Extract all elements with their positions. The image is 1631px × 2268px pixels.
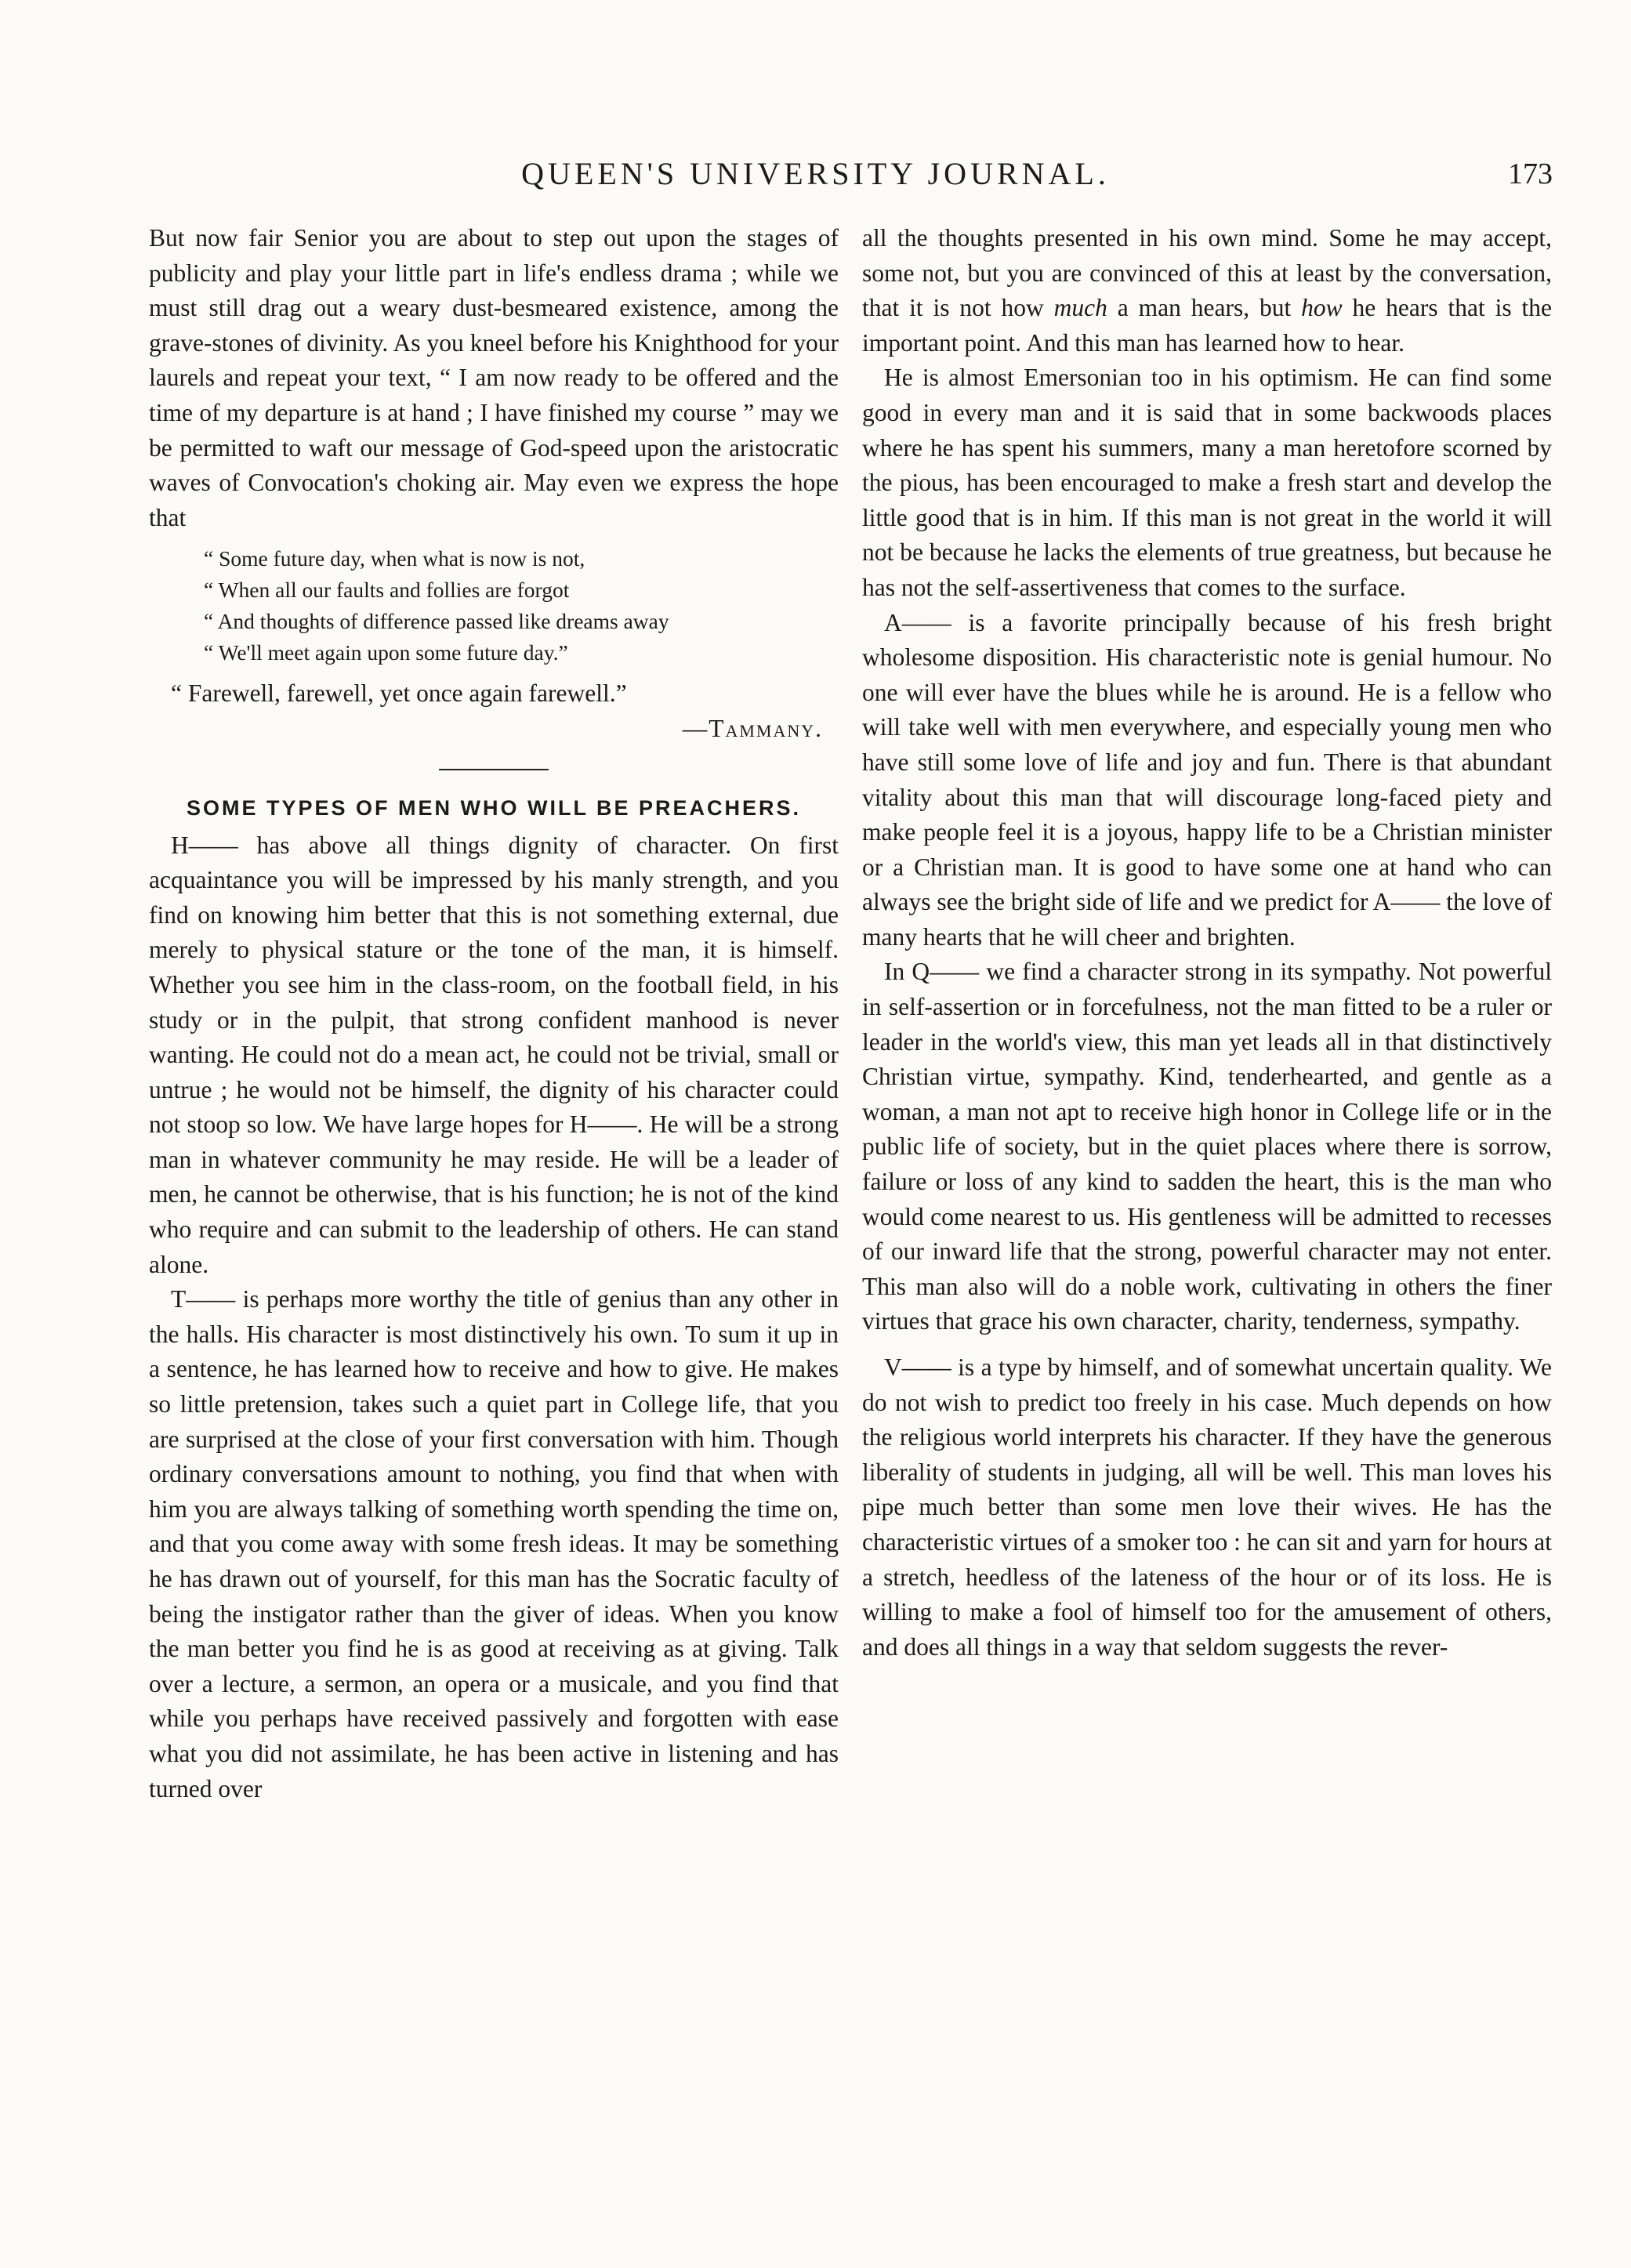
- verse-line: “ When all our faults and follies are forgot: [204, 578, 570, 603]
- right-column: [862, 221, 1552, 1665]
- page-number: 173: [1508, 158, 1553, 190]
- verse-line: “ And thoughts of difference passed like dreams away: [204, 609, 669, 634]
- paragraph-emersonian: He is almost Emersonian too in his optimism. He can find some good in every man and it is said that in some backwoods places where he has spent his summers, many a man heretofore scorned by the pious, has been encouraged to make a fresh start and develop the little good that is in him. If this man is not great in the world it will not be because he lacks the elements of true greatness, but because he has not the self-assertiveness that comes to the surface.: [862, 364, 1552, 601]
- left-column: [149, 221, 839, 1806]
- paragraph-v: V—— is a type by himself, and of somewhat uncertain quality. We do not wish to predict too freely in his case. Much depends on how the religious world interprets his character. If they have the generous liberality of students in judging, all will be well. This man loves his pipe much better than some men love their wives. He has the characteristic virtues of a smoker too : he can sit and yarn for hours at a stretch, heedless of the lateness of the hour or of its loss. He is willing to make a fool of himself too for the amusement of others, and does all things in a way that seldom suggests the rever-: [862, 1353, 1552, 1661]
- paragraph-q: In Q—— we find a character strong in its sympathy. Not powerful in self-assertion or in forcefulness, not the man fitted to be a ruler or leader in the world's view, this man yet leads all in that distinctively Christian virtue, sympathy. Kind, tenderhearted, and gentle as a woman, a man not apt to receive high honor in College life or in the public life of society, but in the quiet places where there is sorrow, failure or loss of any kind to sadden the heart, this is the man who would come nearest to us. His gentleness will be admitted to recesses of our inward life that the strong, powerful character may not enter. This man also will do a noble work, cultivating in others the finer virtues that grace his own character, charity, tenderness, sympathy.: [862, 958, 1552, 1335]
- paragraph-a: A—— is a favorite principally because of his fresh bright wholesome disposition. His characteristic note is genial humour. No one will ever have the blues while he is around. He is a fellow who will take well with men everywhere, and especially young men who have still some love of life and joy and fun. There is that abundant vitality about this man that will discourage long-faced piety and make people feel it is a joyous, happy life to be a Christian minister or a Christian man. It is good to have some one at hand who can always see the bright side of life and we predict for A—— the love of many hearts that he will cheer and brighten.: [862, 608, 1552, 951]
- farewell-line: “ Farewell, farewell, yet once again farewell.”: [171, 679, 627, 708]
- text-span: all the thoughts presented in his own mind. Some he may accept, some not, but you are convinced of this at least by the conversation, that it is not how: [862, 224, 1552, 322]
- paragraph-continuation: [862, 221, 1552, 360]
- emphasis-much: much: [1053, 294, 1107, 322]
- text-span: a man hears, but: [1107, 294, 1302, 322]
- verse-line: “ Some future day, when what is now is not,: [204, 546, 585, 571]
- section-divider: [439, 769, 549, 770]
- page-header: [0, 147, 1631, 194]
- journal-title: QUEEN'S UNIVERSITY JOURNAL.: [521, 156, 1110, 191]
- article-heading: SOME TYPES OF MEN WHO WILL BE PREACHERS.: [186, 795, 802, 820]
- emphasis-how: how: [1301, 294, 1343, 322]
- verse-line: “ We'll meet again upon some future day.”: [204, 640, 568, 665]
- paragraph-t: T—— is perhaps more worthy the title of genius than any other in the halls. His character is most distinctively his own. To sum it up in a sentence, he has learned how to receive and how to give. He makes so little pretension, takes such a quiet part in College life, that you are surprised at the close of your first conversation with him. Though ordinary conversations amount to nothing, you find that when with him you are always talking of something worth spending the time on, and that you come away with some fresh ideas. It may be something he has drawn out of yourself, for this man has the Socratic faculty of being the instigator rather than the giver of ideas. When you know the man better you find he is as good at receiving as at giving. Talk over a lecture, a sermon, an opera or a musicale, and you find that while you perhaps have received passively and forgotten with ease what you did not assimilate, he has been active in listening and has turned over: [149, 1285, 839, 1802]
- text-span: he hears that is the important point. And this man has learned how to hear.: [862, 294, 1552, 357]
- paragraph-h: H—— has above all things dignity of character. On first acquaintance you will be impressed by his manly strength, and you find on knowing him better that this is not something external, due merely to physical stature or the tone of the man, it is himself. Whether you see him in the class-room, on the football field, in his study or in the pulpit, that strong confident manhood is never wanting. He could not do a mean act, he could not be trivial, small or untrue ; he would not be himself, the dignity of his character could not stoop so low. We have large hopes for H——. He will be a strong man in whatever community he may reside. He will be a leader of men, he cannot be otherwise, that is his function; he is not of the kind who require and can submit to the leadership of others. He can stand alone.: [149, 831, 839, 1278]
- verse-block: [204, 543, 839, 668]
- farewell-paragraph: But now fair Senior you are about to step out upon the stages of publicity and play your little part in life's endless drama ; while we must still drag out a weary dust-besmeared existence, among the grave-stones of divinity. As you kneel before his Knighthood for your laurels and repeat your text, “ I am now ready to be offered and the time of my departure is at hand ; I have finished my course ” may we be permitted to waft our message of God-speed upon the aristocratic waves of Convocation's choking air. May even we express the hope that: [149, 224, 839, 531]
- signature: —Tammany.: [682, 714, 823, 742]
